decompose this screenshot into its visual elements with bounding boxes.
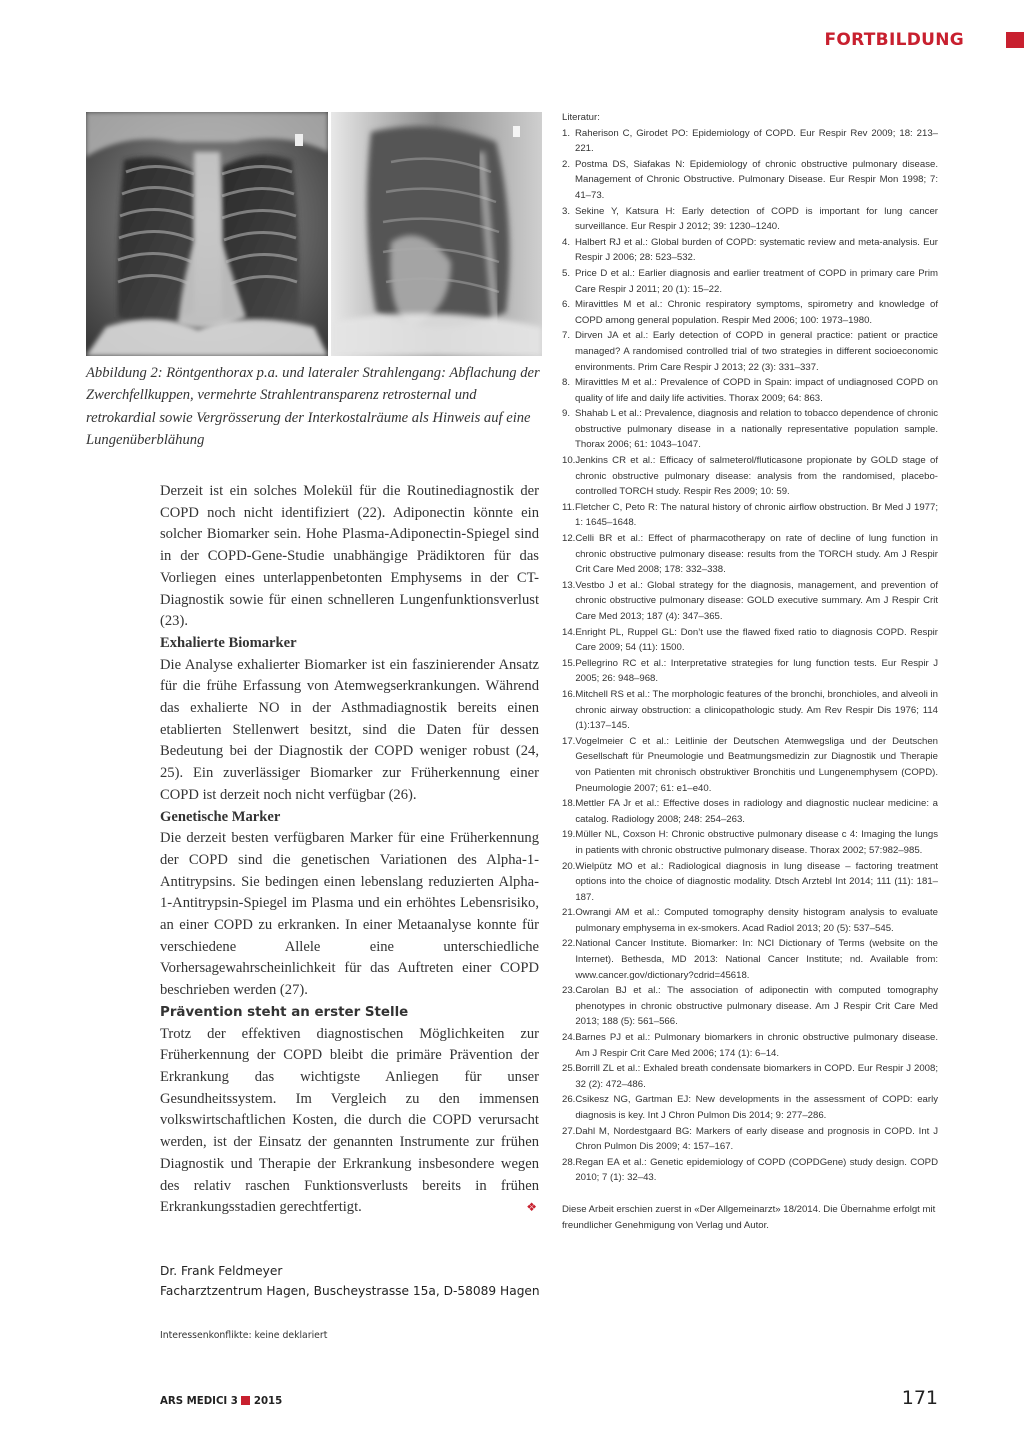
- journal-footer: [160, 1396, 282, 1407]
- references-title: Literatur:: [562, 112, 600, 123]
- reference-item: [562, 936, 938, 983]
- footer-marker: [241, 1396, 250, 1405]
- reference-text: Celli BR et al.: Effect of pharmacotherapy on rate of decline of lung function in chronic obstructive pulmonary disease: results from the TORCH study. Am J Respir Crit Care Med 2008; 178: 332–338.: [575, 533, 938, 576]
- reference-text: Wielpütz MO et al.: Radiological diagnosis in lung disease – factoring treatment options into the choice of diagnostic modality. Dtsch Arztebl Int 2014; 111 (11): 181–187.: [575, 860, 938, 903]
- reference-item: [562, 625, 938, 656]
- reference-number: 8.: [562, 377, 571, 389]
- reference-text: Müller NL, Coxson H: Chronic obstructive pulmonary disease c 4: Imaging the lungs in patients with chronic obstructive pulmonary disease. Thorax 2002; 57:982–985.: [575, 829, 938, 856]
- section-heading: Exhalierte Biomarker: [160, 634, 297, 651]
- reference-text: Dirven JA et al.: Early detection of COPD in general practice: patient or practice managed? A randomised controlled trial of two strategies in different socioeconomic environments. Prim Care Respir J 2013; 22 (3): 331–337.: [575, 330, 938, 373]
- reference-number: 6.: [562, 299, 571, 311]
- xray-pa-image: [86, 112, 328, 356]
- reference-number: 15.: [562, 657, 576, 669]
- xray-lateral-image: [331, 112, 542, 356]
- reference-item: [562, 983, 938, 1030]
- author-name: Dr. Frank Feldmeyer: [160, 1264, 283, 1278]
- reference-text: Fletcher C, Peto R: The natural history of chronic airflow obstruction. Br Med J 1977; 1: 1645–1648.: [575, 501, 938, 529]
- reference-text: Regan EA et al.: Genetic epidemiology of COPD (COPDGene) study design. COPD 2010; 7 (1): 32–43.: [575, 1156, 938, 1184]
- reference-item: [562, 375, 938, 406]
- reference-item: [562, 235, 938, 266]
- reference-item: [562, 796, 938, 827]
- reference-text: Jenkins CR et al.: Efficacy of salmeterol/fluticasone propionate by GOLD stage of chronic obstructive pulmonary disease: analysis from the randomised, placebo-controlled TORCH study. Respir Res 2009; 10: 59.: [575, 455, 938, 498]
- reference-number: 14.: [562, 626, 576, 638]
- reference-text: Enright PL, Ruppel GL: Don’t use the flawed fixed ratio to diagnosis COPD. Respir Care 2009; 54 (11): 1500.: [575, 626, 938, 654]
- article-body: [160, 481, 539, 1219]
- reference-item: [562, 859, 938, 906]
- reference-item: [562, 266, 938, 297]
- reference-text: Halbert RJ et al.: Global burden of COPD: systematic review and meta-analysis. Eur Respir J 2006; 28: 523–532.: [575, 236, 938, 264]
- reference-number: 3.: [562, 205, 571, 217]
- reference-item: [562, 500, 938, 531]
- journal-name: ARS MEDICI 3: [160, 1396, 238, 1407]
- reference-number: 9.: [562, 408, 571, 420]
- section-paragraph: Die Analyse exhalierter Biomarker ist ein faszinierender Ansatz für die frühe Erfassung von Atemwegserkrankungen. Während das exhalierte NO in der Asthmadiagnostik bereits einen etablierten Stellenwert besitzt, sind die Daten für dessen Bedeutung bei der Diagnostik der COPD weniger robust (24, 25). Ein zuverlässiger Biomarker zur Früherkennung einer COPD ist derzeit noch nicht verfügbar (26).: [160, 656, 539, 803]
- reference-text: Shahab L et al.: Prevalence, diagnosis and relation to tobacco dependence of chronic obstructive pulmonary disease in a nationally representative population sample. Thorax 2006; 61: 1043–1047.: [575, 408, 938, 451]
- reference-number: 11.: [562, 501, 575, 513]
- section-paragraph-text: Trotz der effektiven diagnostischen Möglichkeiten zur Früherkennung der COPD bleibt die primäre Prävention der Erkrankung das wichtigste Anliegen für unser Gesundheitssystem. Im Vergleich zu den immensen volkswirtschaftlichen Kosten, die durch die COPD verursacht werden, ist der Einsatz der genannten Instrumente zur frühen Diagnostik und Therapie der Erkrankung insbesondere wegen des relativ raschen Funktionsverlusts bereits in frühen Erkrankungsstadien gerechtfertigt.: [160, 1025, 539, 1216]
- reference-number: 23.: [562, 985, 576, 997]
- reference-item: [562, 1155, 938, 1186]
- reference-item: [562, 204, 938, 235]
- reference-item: [562, 297, 938, 328]
- references: [562, 110, 938, 1186]
- reference-text: Miravittles M et al.: Chronic respiratory symptoms, spirometry and knowledge of COPD among general population. Respir Med 2006; 100: 1973–1980.: [575, 299, 938, 326]
- reference-text: Price D et al.: Earlier diagnosis and earlier treatment of COPD in primary care Prim Care Respir J 2011; 20 (1): 15–22.: [575, 267, 938, 295]
- reference-text: Mitchell RS et al.: The morphologic features of the bronchi, bronchioles, and alveoli in chronic airway obstruction: a clinicopathologic study. Am Rev Respir Dis 1976; 114 (1):137–145.: [575, 688, 938, 732]
- section-marker: [1006, 32, 1024, 48]
- reference-number: 5.: [562, 267, 571, 279]
- reference-text: Vestbo J et al.: Global strategy for the diagnosis, management, and prevention of chronic obstructive pulmonary disease: GOLD executive summary. Am J Respir Crit Care Med 2013; 187 (4): 347–365.: [575, 579, 938, 622]
- reference-text: Sekine Y, Katsura H: Early detection of COPD is important for lung cancer surveillance. Eur Respir J 2012; 39: 1230–1240.: [575, 205, 938, 233]
- reference-item: [562, 328, 938, 375]
- reference-number: 4.: [562, 236, 571, 248]
- reference-text: Csikesz NG, Gartman EJ: New developments in the assessment of COPD: early diagnosis is key. Int J Chron Pulmon Dis 2014; 9: 277–286.: [575, 1094, 938, 1121]
- reference-item: [562, 126, 938, 157]
- section-heading: Genetische Marker: [160, 808, 281, 825]
- reference-number: 27.: [562, 1125, 576, 1137]
- reference-text: Borrill ZL et al.: Exhaled breath condensate biomarkers in COPD. Eur Respir J 2008; 32 (2): 472–486.: [575, 1063, 938, 1090]
- reference-number: 19.: [562, 829, 576, 841]
- page-number: 171: [901, 1387, 938, 1409]
- reference-text: Raherison C, Girodet PO: Epidemiology of COPD. Eur Respir Rev 2009; 18: 213–221.: [575, 127, 938, 155]
- reference-number: 21.: [562, 907, 576, 919]
- reference-item: [562, 1124, 938, 1155]
- reference-item: [562, 734, 938, 796]
- section-paragraph: [160, 1024, 539, 1219]
- reference-number: 16.: [562, 688, 576, 700]
- reference-item: [562, 1030, 938, 1061]
- conflict-statement: Interessenkonflikte: keine deklariert: [160, 1330, 328, 1341]
- reference-number: 7.: [562, 330, 571, 342]
- reference-text: Vogelmeier C et al.: Leitlinie der Deutschen Atemwegsliga und der Deutschen Gesellschaft für Pneumologie und Beatmungsmedizin zur Diagnostik und Therapie von Patienten mit chronisch obstruktiver Bronchitis und Lungenemphysem (COPD). Pneumologie 2007; 61: e1–e40.: [575, 735, 938, 794]
- reference-list: [562, 126, 938, 1186]
- reference-number: 20.: [562, 860, 576, 872]
- reference-item: [562, 827, 938, 858]
- reference-item: [562, 687, 938, 734]
- reference-item: [562, 1092, 938, 1123]
- reference-number: 24.: [562, 1032, 576, 1044]
- reference-item: [562, 578, 938, 625]
- reference-item: [562, 531, 938, 578]
- reference-item: [562, 157, 938, 204]
- reference-item: [562, 453, 938, 500]
- reference-item: [562, 406, 938, 453]
- reference-text: Carolan BJ et al.: The association of adiponectin with computed tomography phenotypes in chronic obstructive pulmonary disease. Am J Respir Crit Care Med 2013; 188 (5): 561–566.: [575, 985, 938, 1028]
- publication-note: Diese Arbeit erschien zuerst in «Der Allgemeinarzt» 18/2014. Die Übernahme erfolgt mit freundlicher Genehmigung von Verlag und Autor.: [562, 1204, 936, 1231]
- figure-caption: Abbildung 2: Röntgenthorax p.a. und lateraler Strahlengang: Abflachung der Zwerchfellkuppen, vermehrte Strahlentransparenz retrosternal und retrokardial sowie Vergrösserung der Interkostalräume als Hinweis auf eine Lungenüberblähung: [86, 365, 540, 449]
- reference-number: 1.: [562, 127, 571, 139]
- reference-number: 2.: [562, 158, 571, 170]
- reference-number: 17.: [562, 735, 576, 747]
- reference-text: Owrangi AM et al.: Computed tomography density histogram analysis to evaluate pulmonary emphysema in ex-smokers. Acad Radiol 2013; 20 (5): 537–545.: [575, 907, 938, 934]
- reference-number: 13.: [562, 579, 576, 591]
- reference-text: Miravittles M et al.: Prevalence of COPD in Spain: impact of undiagnosed COPD on quality of life and daily life activities. Thorax 2009; 64: 863.: [575, 377, 938, 404]
- reference-text: Postma DS, Siafakas N: Epidemiology of chronic obstructive pulmonary disease. Management of Chronic Obstructive. Pulmonary Disease. Eur Respir Mon 1998; 7: 41–73.: [575, 158, 938, 201]
- reference-item: [562, 656, 938, 687]
- reference-number: 22.: [562, 938, 576, 950]
- reference-number: 28.: [562, 1156, 576, 1168]
- reference-item: [562, 905, 938, 936]
- reference-text: Mettler FA Jr et al.: Effective doses in radiology and diagnostic nuclear medicine: a catalog. Radiology 2008; 248: 254–263.: [575, 798, 938, 825]
- reference-text: National Cancer Institute. Biomarker: In: NCI Dictionary of Terms (website on the Internet). Bethesda, MD 2013: National Cancer Institute; nd. Available from: www.cancer.gov/dictionary?cdrid=45618.: [575, 938, 938, 981]
- reference-number: 10.: [562, 455, 576, 467]
- reference-text: Dahl M, Nordestgaard BG: Markers of early disease and prognosis in COPD. Int J Chron Pulmon Dis 2009; 4: 157–167.: [575, 1125, 938, 1153]
- reference-text: Barnes PJ et al.: Pulmonary biomarkers in chronic obstructive pulmonary disease. Am J Respir Crit Care Med 2006; 174 (1): 6–14.: [575, 1032, 938, 1059]
- section-heading: Prävention steht an erster Stelle: [160, 1004, 409, 1020]
- author-block: [160, 1261, 540, 1301]
- reference-number: 18.: [562, 798, 576, 810]
- intro-paragraph: Derzeit ist ein solches Molekül für die Routinediagnostik der COPD noch nicht identifiziert (22). Adiponectin könnte ein solcher Biomarker sein. Hohe Plasma-Adiponectin-Spiegel sind in der COPD-Gene-Studie unabhängige Prädiktoren für das Vorliegen eines unterlappenbetonten Emphysems in der CT-Diagnostik sowie für einen schnelleren Lungenfunktionsverlust (23).: [160, 483, 539, 630]
- section-paragraph: Die derzeit besten verfügbaren Marker für eine Früherkennung der COPD sind die genetischen Variationen des Alpha-1-Antitrypsins. Sie bedingen einen lebenslang reduzierten Alpha-1-Antitrypsin-Spiegel im Plasma und ein erhöhtes Lebensrisiko, an einer COPD zu erkranken. In einer Metaanalyse konnte für verschiedene Allele eine unterschiedliche Vorhersagewahrscheinlichkeit für das Auftreten einer COPD beschrieben werden (27).: [160, 830, 539, 999]
- author-affiliation: Facharztzentrum Hagen, Buscheystrasse 15a, D-58089 Hagen: [160, 1284, 540, 1298]
- reference-number: 25.: [562, 1063, 576, 1075]
- reference-item: [562, 1061, 938, 1092]
- xray-figure: [86, 112, 542, 356]
- end-mark: ❖: [526, 1200, 537, 1215]
- section-label: FORTBILDUNG: [824, 30, 964, 50]
- reference-number: 26.: [562, 1094, 576, 1106]
- journal-year: 2015: [253, 1396, 283, 1407]
- reference-number: 12.: [562, 533, 576, 545]
- reference-text: Pellegrino RC et al.: Interpretative strategies for lung function tests. Eur Respir J 2005; 26: 948–968.: [575, 657, 938, 685]
